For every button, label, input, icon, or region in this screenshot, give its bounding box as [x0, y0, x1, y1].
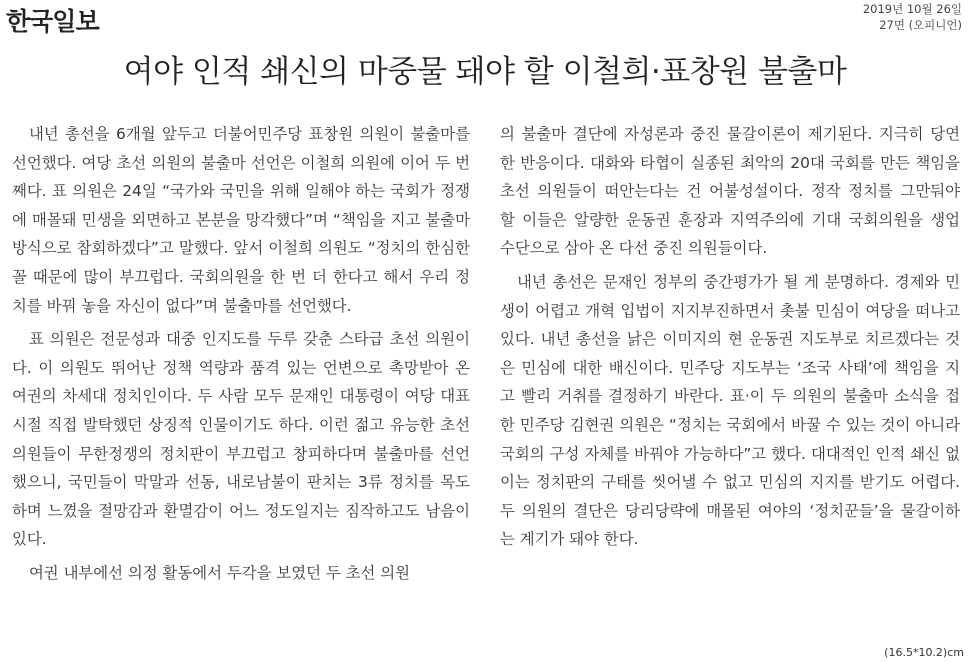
newspaper-logo: 한국일보: [6, 7, 99, 36]
clipping-size-note: (16.5*10.2)cm: [884, 646, 964, 659]
editorial-headline: 여야 인적 쇄신의 마중물 돼야 할 이철희·표창원 불출마: [123, 54, 847, 90]
body-column-left: [12, 120, 470, 588]
paragraph: 내년 총선은 문재인 정부의 중간평가가 될 게 분명하다. 경제와 민생이 어렵고 개혁 입법이 지지부진하면서 촛불 민심이 여당을 떠나고 있다. 내년 총선을 낡은 이미지의 현 운동권 지도부로 치르겠다는 것은 민심에 대한 배신이다. 민주당 지도부는 ‘조국 사태’에 책임을 지고 빨리 거취를 결정하기 바란다. 표·이 두 의원의 불출마 소식을 접한 민주당 김현권 의원은 “정치는 국회에서 바꿀 수 있는 것이 아니라 국회의 구성 자체를 바꿔야 가능하다”고 했다. 대대적인 인적 쇄신 없이는 정치판의 구태를 씻어낼 수 없고 민심의 지지를 받기도 어렵다. 두 의원의 결단은 당리당략에 매몰된 여야의 ‘정치꾼들’을 물갈이하는 계기가 돼야 한다.: [500, 272, 960, 549]
paragraph: 표 의원은 전문성과 대중 인지도를 두루 갖춘 스타급 초선 의원이다. 이 의원도 뛰어난 정책 역량과 품격 있는 언변으로 촉망받아 온 여권의 차세대 정치인이다. 두 사람 모두 문재인 대통령이 여당 대표 시절 직접 발탁했던 상징적 인물이기도 하다. 이런 젊고 유능한 초선 의원들이 무한정쟁의 정치판이 부끄럽고 창피하다며 불출마를 선언했으니, 국민들이 막말과 선동, 내로남불이 판치는 3류 정치를 목도하며 느꼈을 절망감과 환멸감이 어느 정도일지는 짐작하고도 남음이 있다.: [12, 330, 470, 549]
paragraph: 의 불출마 결단에 자성론과 중진 물갈이론이 제기된다. 지극히 당연한 반응이다. 대화와 타협이 실종된 최악의 20대 국회를 만든 책임을 초선 의원들이 떠안는다는 건 어불성설이다. 정작 정치를 그만둬야 할 이들은 알량한 운동권 훈장과 지역주의에 기대 국회의원을 생업 수단으로 삼아 온 다선 중진 의원들이다.: [500, 125, 960, 258]
paragraph: 내년 총선을 6개월 앞두고 더불어민주당 표창원 의원이 불출마를 선언했다. 여당 초선 의원의 불출마 선언은 이철희 의원에 이어 두 번째다. 표 의원은 24일 “국가와 국민을 위해 일해야 하는 국회가 정쟁에 매몰돼 민생을 외면하고 본분을 망각했다”며 “책임을 지고 불출마 방식으로 참회하겠다”고 말했다. 앞서 이철희 의원도 “정치의 한심한 꼴 때문에 많이 부끄럽다. 국회의원을 한 번 더 한다고 해서 우리 정치를 바꿔 놓을 자신이 없다”며 불출마를 선언했다.: [12, 125, 470, 315]
publication-meta: [863, 1, 962, 33]
publication-date: 2019년 10월 26일: [862, 2, 962, 16]
paragraph: 여권 내부에선 의정 활동에서 두각을 보였던 두 초선 의원: [28, 563, 411, 582]
body-column-right: [500, 120, 960, 554]
page-section: 27면 (오피니언): [879, 18, 962, 32]
